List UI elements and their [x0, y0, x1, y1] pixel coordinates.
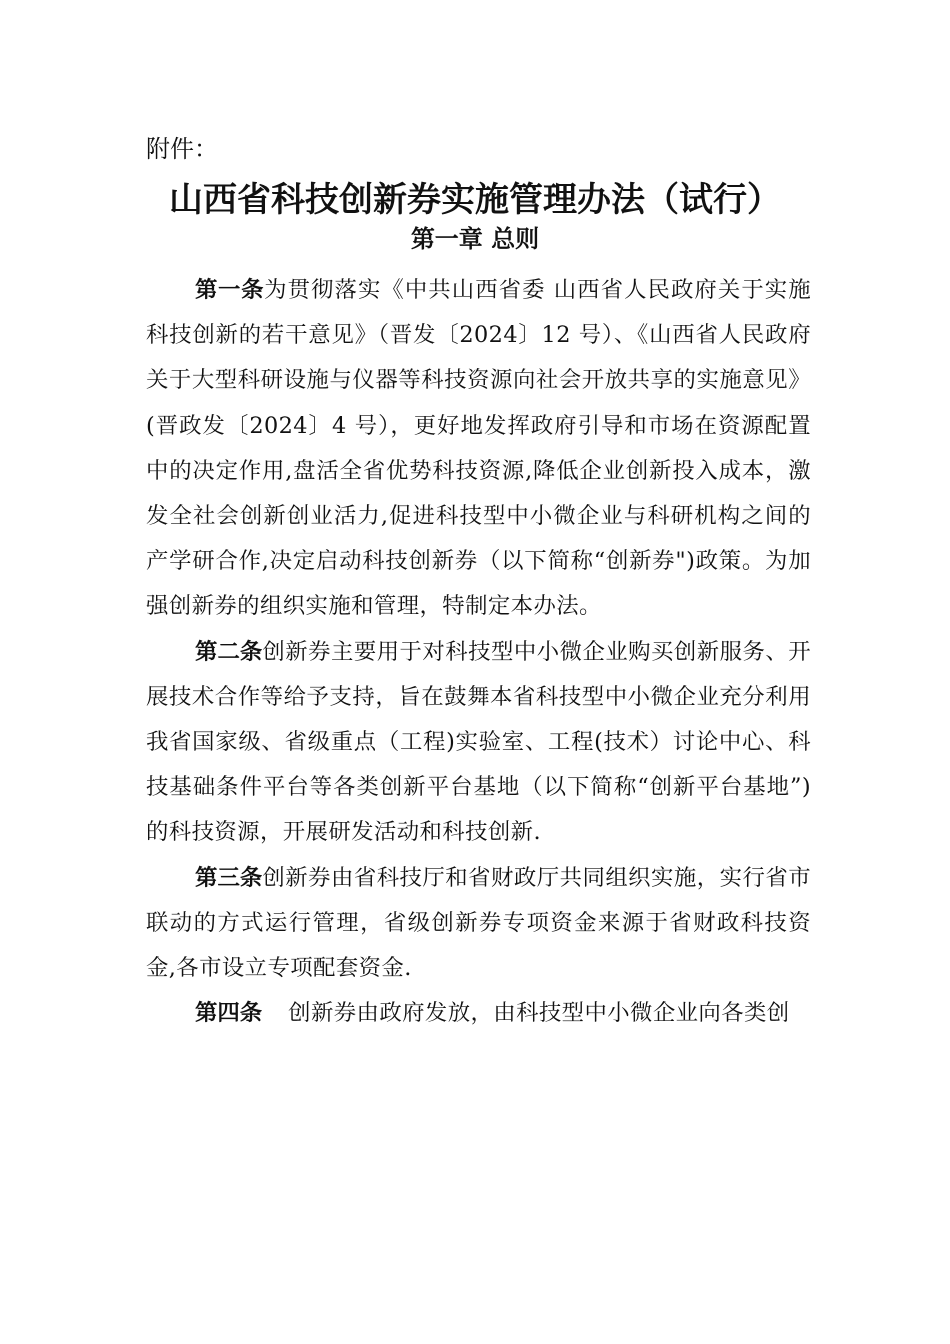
article-2	[146, 630, 811, 856]
article-number: 第四条	[195, 1000, 263, 1027]
article-number: 第一条	[195, 277, 265, 303]
document-body	[146, 268, 811, 1036]
article-text: 创新券由政府发放，由科技型中小微企业向各类创	[288, 1000, 790, 1027]
article-3	[146, 856, 811, 992]
article-number: 第三条	[195, 864, 263, 891]
document-title: 山西省科技创新券实施管理办法（试行）	[169, 180, 781, 220]
article-number: 第二条	[195, 638, 263, 665]
article-4	[146, 991, 811, 1036]
article-text: 为贯彻落实《中共山西省委 山西省人民政府关于实施科技创新的若干意见》（晋发〔2024〕12 号）、《山西省人民政府关于大型科研设施与仪器等科技资源向社会开放共享的实施意见》(晋政发〔2024〕4 号），更好地发挥政府引导和市场在资源配置中的决定作用,盘活全省优势科技资源,降低企业创新投入成本，激发全社会创新创业活力,促进科技型中小微企业与科研机构之间的产学研合作,决定启动科技创新券（以下简称“创新券")政策。为加强创新券的组织实施和管理，特制定本办法。	[146, 277, 812, 620]
article-text: 创新券主要用于对科技型中小微企业购买创新服务、开展技术合作等给予支持，旨在鼓舞本省科技型中小微企业充分利用我省国家级、省级重点（工程)实验室、工程(技术）讨论中心、科技基础条件平台等各类创新平台基地（以下简称“创新平台基地”)的科技资源，开展研发活动和科技创新.	[146, 638, 811, 846]
chapter-heading: 第一章 总则	[410, 225, 540, 253]
article-text: 创新券由省科技厅和省财政厅共同组织实施，实行省市联动的方式运行管理，省级创新券专项资金来源于省财政科技资金,各市设立专项配套资金.	[146, 864, 811, 982]
article-1	[146, 268, 811, 630]
attachment-label: 附件：	[146, 135, 218, 163]
